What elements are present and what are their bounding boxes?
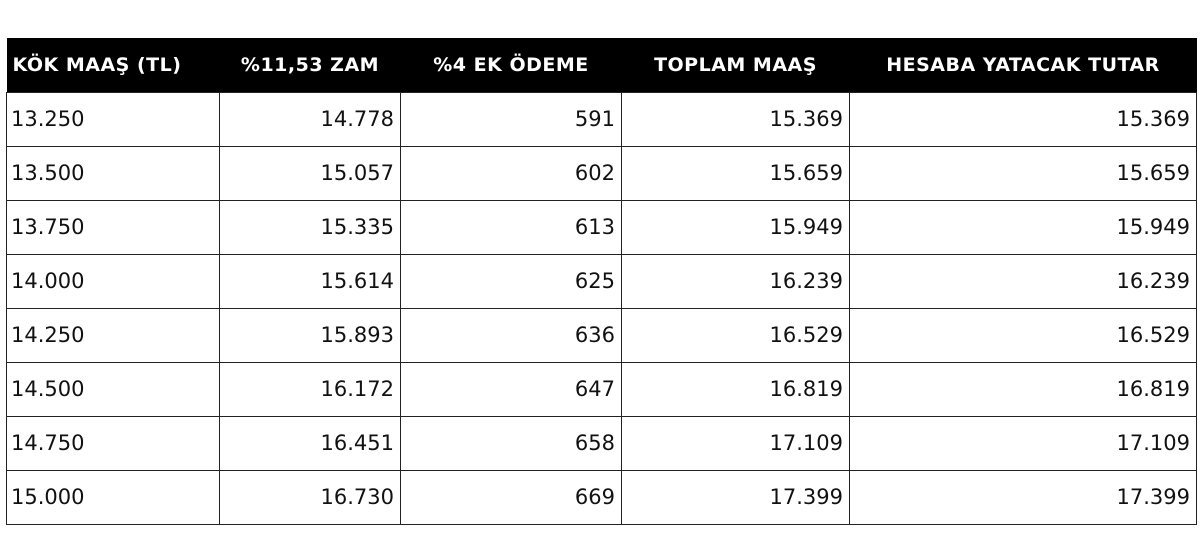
cell-extra-payment: 591 xyxy=(401,92,622,146)
cell-extra-payment: 669 xyxy=(401,470,622,524)
table-header xyxy=(7,38,1197,92)
cell-deposit-amount: 15.659 xyxy=(850,146,1197,200)
cell-deposit-amount: 16.239 xyxy=(850,254,1197,308)
table-row xyxy=(7,362,1197,416)
cell-extra-payment: 613 xyxy=(401,200,622,254)
cell-total-salary: 17.399 xyxy=(622,470,850,524)
table-row xyxy=(7,416,1197,470)
cell-extra-payment: 636 xyxy=(401,308,622,362)
salary-table-container xyxy=(6,38,1196,525)
cell-base-salary: 14.500 xyxy=(7,362,220,416)
table-row xyxy=(7,200,1197,254)
cell-total-salary: 15.949 xyxy=(622,200,850,254)
cell-total-salary: 16.529 xyxy=(622,308,850,362)
cell-extra-payment: 625 xyxy=(401,254,622,308)
cell-base-salary: 13.500 xyxy=(7,146,220,200)
cell-raise: 16.451 xyxy=(220,416,401,470)
header-total-salary: TOPLAM MAAŞ xyxy=(654,53,817,76)
cell-extra-payment: 602 xyxy=(401,146,622,200)
cell-raise: 14.778 xyxy=(220,92,401,146)
cell-raise: 16.730 xyxy=(220,470,401,524)
cell-deposit-amount: 16.819 xyxy=(850,362,1197,416)
header-extra-payment: %4 EK ÖDEME xyxy=(433,53,589,76)
cell-total-salary: 17.109 xyxy=(622,416,850,470)
cell-base-salary: 14.750 xyxy=(7,416,220,470)
cell-deposit-amount: 16.529 xyxy=(850,308,1197,362)
table-row xyxy=(7,308,1197,362)
cell-deposit-amount: 15.949 xyxy=(850,200,1197,254)
cell-extra-payment: 658 xyxy=(401,416,622,470)
cell-raise: 15.057 xyxy=(220,146,401,200)
cell-base-salary: 14.000 xyxy=(7,254,220,308)
cell-raise: 16.172 xyxy=(220,362,401,416)
cell-raise: 15.614 xyxy=(220,254,401,308)
cell-extra-payment: 647 xyxy=(401,362,622,416)
cell-raise: 15.335 xyxy=(220,200,401,254)
cell-total-salary: 15.369 xyxy=(622,92,850,146)
table-row xyxy=(7,470,1197,524)
cell-total-salary: 16.239 xyxy=(622,254,850,308)
table-row xyxy=(7,254,1197,308)
header-row xyxy=(7,38,1197,92)
cell-deposit-amount: 17.399 xyxy=(850,470,1197,524)
cell-total-salary: 16.819 xyxy=(622,362,850,416)
header-raise: %11,53 ZAM xyxy=(240,53,380,76)
table-body xyxy=(7,92,1197,524)
header-deposit-amount: HESABA YATACAK TUTAR xyxy=(886,53,1160,76)
cell-total-salary: 15.659 xyxy=(622,146,850,200)
table-row xyxy=(7,146,1197,200)
cell-base-salary: 14.250 xyxy=(7,308,220,362)
cell-deposit-amount: 15.369 xyxy=(850,92,1197,146)
cell-base-salary: 15.000 xyxy=(7,470,220,524)
salary-table xyxy=(6,38,1197,525)
cell-base-salary: 13.750 xyxy=(7,200,220,254)
cell-deposit-amount: 17.109 xyxy=(850,416,1197,470)
header-base-salary: KÖK MAAŞ (TL) xyxy=(12,53,182,76)
table-row xyxy=(7,92,1197,146)
cell-base-salary: 13.250 xyxy=(7,92,220,146)
cell-raise: 15.893 xyxy=(220,308,401,362)
